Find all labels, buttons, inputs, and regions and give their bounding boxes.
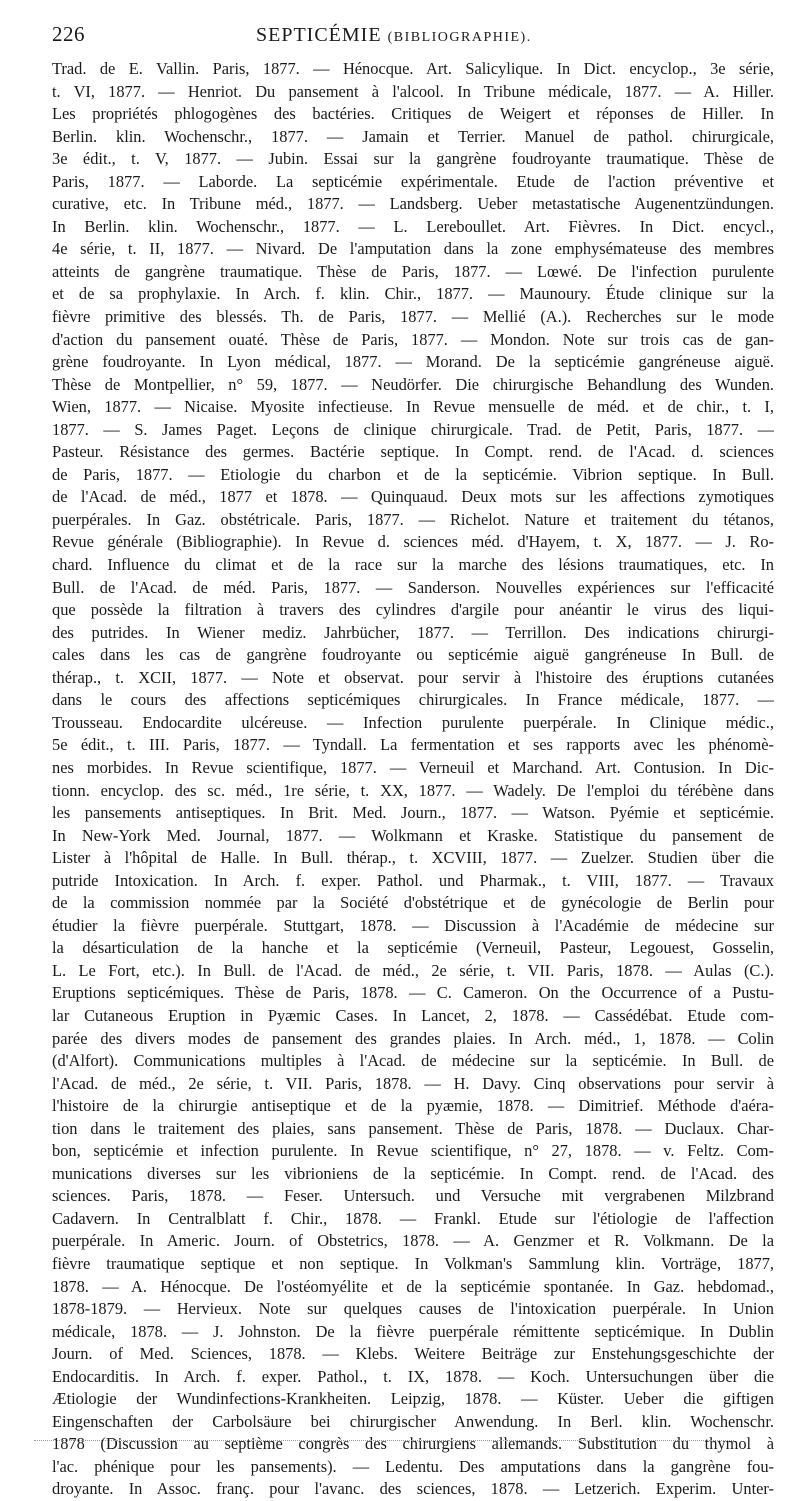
text-line: (d'Alfort). Communications multiples à l'Acad. de médecine sur la septicémie. In Bull. de — [52, 1051, 774, 1071]
text-line: puerpérale. In Americ. Journ. of Obstetrics, 1878. — A. Genzmer et R. Volkmann. De la — [52, 1231, 774, 1251]
running-head-subtitle: (BIBLIOGRAPHIE). — [387, 30, 532, 45]
text-line: 1878 (Discussion au septième congrès des chirurgiens allemands. Substitution du thymol à — [52, 1434, 774, 1454]
text-line: putride Intoxication. In Arch. f. exper. Pathol. und Pharmak., t. VIII, 1877. — Travaux — [52, 870, 774, 890]
text-line: In New-York Med. Journal, 1877. — Wolkmann et Kraske. Statistique du pansement de — [52, 825, 774, 845]
text-line: les pansements antiseptiques. In Brit. Med. Journ., 1877. — Watson. Pyémie et septicémie. — [52, 803, 774, 823]
text-line: médicale, 1878. — J. Johnston. De la fièvre puerpérale rémittente septicémique. In Dublin — [52, 1321, 774, 1341]
text-line: chard. Influence du climat et de la race sur la marche des lésions traumatiques, etc. In — [52, 555, 774, 575]
text-line: sciences. Paris, 1878. — Feser. Untersuch. und Versuche mit vergrabenen Milzbrand — [52, 1186, 774, 1206]
text-line: cales dans les cas de gangrène foudroyante ou septicémie aiguë gangréneuse In Bull. de — [52, 645, 774, 665]
text-line: tion dans le traitement des plaies, sans pansement. Thèse de Paris, 1878. — Duclaux. Char- — [52, 1118, 774, 1138]
text-line: Journ. of Med. Sciences, 1878. — Klebs. Weitere Beiträge zur Enstehungsgeschichte der — [52, 1344, 774, 1364]
text-line: 1878. — A. Hénocque. De l'ostéomyélite et de la septicémie spontanée. In Gaz. hebdomad., — [52, 1276, 774, 1296]
text-line: Eingenschaften der Carbolsäure bei chirurgischer Anwendung. In Berl. klin. Wochenschr. — [52, 1411, 774, 1431]
text-line: Endocarditis. In Arch. f. exper. Pathol., t. IX, 1878. — Koch. Untersuchungen über die — [52, 1366, 774, 1386]
page-number: 226 — [52, 22, 85, 46]
text-line: Cadavern. In Centralblatt f. Chir., 1878. — Frankl. Etude sur l'étiologie de l'affection — [52, 1208, 774, 1228]
text-line: L. Le Fort, etc.). In Bull. de l'Acad. de méd., 2e série, t. VII. Paris, 1878. — Aulas (C.). — [52, 960, 774, 980]
text-line: nes morbides. In Revue scientifique, 1877. — Verneuil et Marchand. Art. Contusion. In Dic- — [52, 757, 774, 777]
text-line: Thèse de Montpellier, n° 59, 1877. — Neudörfer. Die chirurgische Behandlung des Wunden. — [52, 374, 774, 394]
text-line: puerpérales. In Gaz. obstétricale. Paris, 1877. — Richelot. Nature et traitement du tétanos, — [52, 509, 774, 529]
text-line: dans le cours des affections septicémiques chirurgicales. In France médicale, 1877. — — [52, 690, 774, 710]
text-line: tionn. encyclop. des sc. méd., 1re série, t. XX, 1877. — Wadely. De l'emploi du térébène dans — [52, 780, 774, 800]
text-line: Ætiologie der Wundinfections-Krankheiten. Leipzig, 1878. — Küster. Ueber die giftigen — [52, 1389, 774, 1409]
text-line: des putrides. In Wiener mediz. Jahrbücher, 1877. — Terrillon. Des indications chirurgi- — [52, 622, 774, 642]
text-line: fièvre traumatique septique et non septique. In Volkman's Sammlung klin. Vorträge, 1877, — [52, 1253, 774, 1273]
text-line: t. VI, 1877. — Henriot. Du pansement à l'alcool. In Tribune médicale, 1877. — A. Hiller. — [52, 81, 774, 101]
text-line: curative, etc. In Tribune méd., 1877. — Landsberg. Ueber metastatische Augenentzündungen. — [52, 194, 774, 214]
text-line: bon, septicémie et infection purulente. In Revue scientifique, n° 27, 1878. — v. Feltz. Com- — [52, 1141, 774, 1161]
text-line: Pasteur. Résistance des germes. Bactérie septique. In Compt. rend. de l'Acad. d. sciences — [52, 442, 774, 462]
text-line: droyante. In Assoc. franç. pour l'avanc. des sciences, 1878. — Letzerich. Experim. Unter- — [52, 1479, 774, 1499]
text-line: lar Cutaneous Eruption in Pyæmic Cases. In Lancet, 2, 1878. — Cassédébat. Etude com- — [52, 1005, 774, 1025]
text-line: Trad. de E. Vallin. Paris, 1877. — Hénocque. Art. Salicylique. In Dict. encyclop., 3e série, — [52, 59, 774, 78]
text-line: fièvre primitive des blessés. Th. de Paris, 1877. — Mellié (A.). Recherches sur le mode — [52, 307, 774, 327]
text-line: Lister à l'hôpital de Halle. In Bull. thérap., t. XCVIII, 1877. — Zuelzer. Studien über die — [52, 848, 774, 868]
text-line: étudier la fièvre puerpérale. Stuttgart, 1878. — Discussion à l'Académie de médecine sur — [52, 915, 774, 935]
text-line: que possède la filtration à travers des cylindres d'argile pour anéantir le virus des liqui- — [52, 600, 774, 620]
text-line: Les propriétés phlogogènes des bactéries. Critiques de Weigert et réponses de Hiller. In — [52, 104, 774, 124]
text-line: Revue générale (Bibliographie). In Revue d. sciences méd. d'Hayem, t. X, 1877. — J. Ro- — [52, 532, 774, 552]
text-line: et de sa prophylaxie. In Arch. f. klin. Chir., 1877. — Maunoury. Étude clinique sur la — [52, 284, 774, 304]
text-line: munications diverses sur les vibrioniens de la septicémie. In Compt. rend. de l'Acad. des — [52, 1163, 774, 1183]
text-line: de l'Acad. de méd., 1877 et 1878. — Quinquaud. Deux mots sur les affections zymotiques — [52, 487, 774, 507]
text-line: la désarticulation de la hanche et la septicémie (Verneuil, Pasteur, Legouest, Gosselin, — [52, 938, 774, 958]
text-line: In Berlin. klin. Wochenschr., 1877. — L. Lereboullet. Art. Fièvres. In Dict. encycl., — [52, 216, 774, 236]
text-line: de Paris, 1877. — Etiologie du charbon et de la septicémie. Vibrion septique. In Bull. — [52, 464, 774, 484]
bibliography-text — [52, 58, 774, 1501]
text-line: Berlin. klin. Wochenschr., 1877. — Jamain et Terrier. Manuel de pathol. chirurgicale, — [52, 126, 774, 146]
text-line: l'ac. phénique pour les pansements). — Ledentu. Des amputations dans la gangrène fou- — [52, 1456, 774, 1476]
text-line: 1878-1879. — Hervieux. Note sur quelques causes de l'intoxication puerpérale. In Union — [52, 1299, 774, 1319]
text-line: l'histoire de la chirurgie antiseptique et de la pyæmie, 1878. — Dimitrief. Méthode d'aéra- — [52, 1096, 774, 1116]
text-line: Paris, 1877. — Laborde. La septicémie expérimentale. Etude de l'action préventive et — [52, 171, 774, 191]
text-line: 4e série, t. II, 1877. — Nivard. De l'amputation dans la zone emphysémateuse des membres — [52, 239, 774, 259]
page-header — [52, 22, 774, 56]
text-line: 3e édit., t. V, 1877. — Jubin. Essai sur la gangrène foudroyante traumatique. Thèse de — [52, 149, 774, 169]
text-line: grène foudroyante. In Lyon médical, 1877. — Morand. De la septicémie gangréneuse aiguë. — [52, 352, 774, 372]
text-line: Wien, 1877. — Nicaise. Myosite infectieuse. In Revue mensuelle de méd. et de chir., t. I, — [52, 397, 774, 417]
text-line: atteints de gangrène traumatique. Thèse de Paris, 1877. — Lœwé. De l'infection purulente — [52, 261, 774, 281]
text-line: 1877. — S. James Paget. Leçons de clinique chirurgicale. Trad. de Petit, Paris, 1877. — — [52, 419, 774, 439]
text-line: d'action du pansement ouaté. Thèse de Paris, 1877. — Mondon. Note sur trois cas de gan- — [52, 329, 774, 349]
text-line: Bull. de l'Acad. de méd. Paris, 1877. — Sanderson. Nouvelles expériences sur l'efficacité — [52, 577, 774, 597]
running-head — [256, 24, 532, 47]
footer-rule — [34, 1440, 734, 1441]
text-line: Eruptions septicémiques. Thèse de Paris, 1878. — C. Cameron. On the Occurrence of a Pustu- — [52, 983, 774, 1003]
text-line: l'Acad. de méd., 2e série, t. VII. Paris, 1878. — H. Davy. Cinq observations pour servir à — [52, 1073, 774, 1093]
text-line: parée des divers modes de pansement des grandes plaies. In Arch. méd., 1, 1878. — Colin — [52, 1028, 774, 1048]
text-line: thérap., t. XCII, 1877. — Note et observat. pour servir à l'histoire des éruptions cutanées — [52, 667, 774, 687]
text-line: 5e édit., t. III. Paris, 1877. — Tyndall. La fermentation et ses rapports avec les phénomè- — [52, 735, 774, 755]
text-line: Trousseau. Endocardite ulcéreuse. — Infection purulente puerpérale. In Clinique médic., — [52, 712, 774, 732]
text-line: de la commission nommée par la Société d'obstétrique et de gynécologie de Berlin pour — [52, 893, 774, 913]
running-head-title: SEPTICÉMIE — [256, 24, 382, 46]
